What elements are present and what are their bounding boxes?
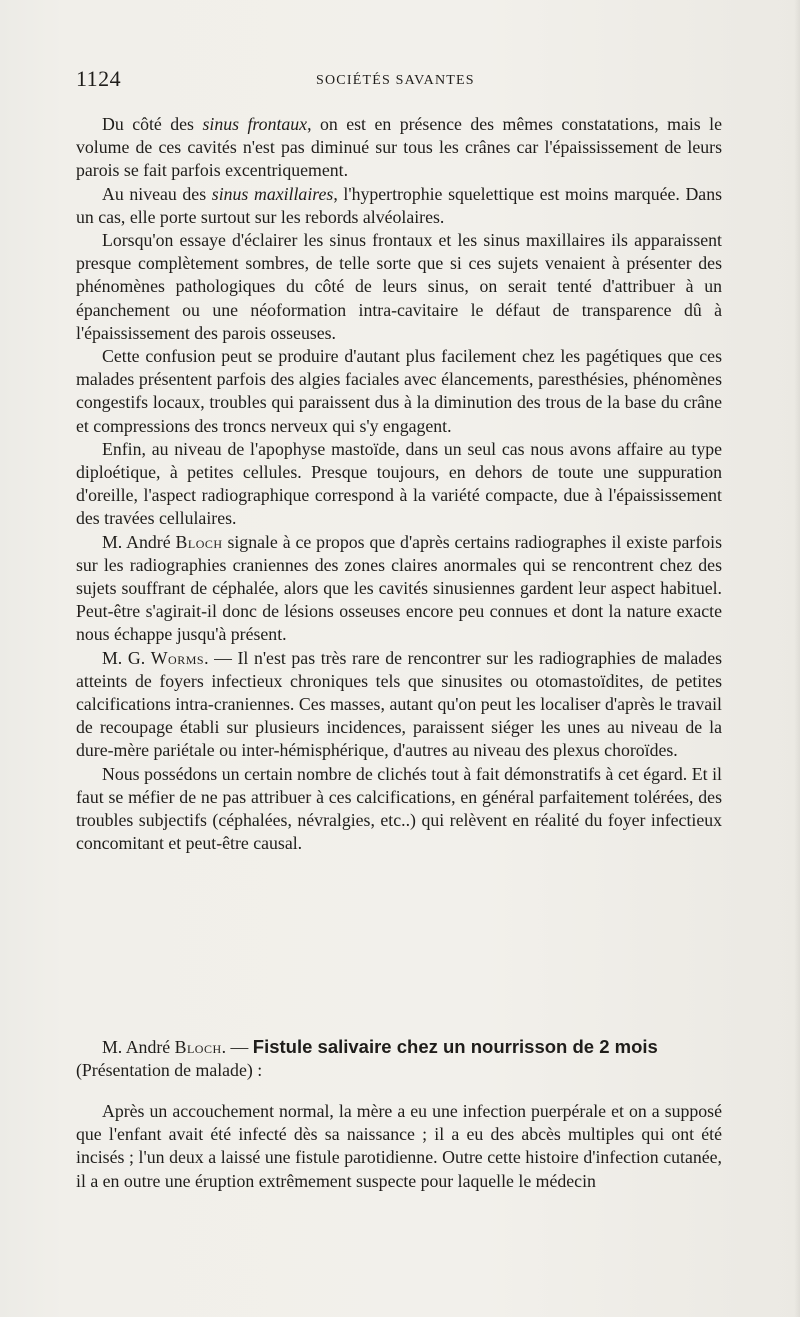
paragraph-text: . — Il n'est pas très rare de rencontrer sur les radiographies de malades atteints de foyers infectieux chroniques tels que sinusites ou otomastoïdites, de petites calcifications intra-craniennes. Ces masses, autant qu'on peut les localiser d'après le travail de recoupage établi sur plusieurs incidences, paraissent siéger les unes au niveau de la dure-mère pariétale ou inter-hémisphérique, d'autres au niveau des plexus choroïdes.	[76, 647, 723, 761]
paragraph-text: Du côté des	[102, 114, 203, 134]
speaker-prefix: M. André	[102, 1037, 175, 1057]
paragraph-sinus-frontaux	[76, 113, 722, 183]
section-title: Fistule salivaire chez un nourrisson de 2 mois	[252, 1036, 658, 1057]
running-title: SOCIÉTÉS SAVANTES	[316, 73, 475, 88]
page-number: 1124	[76, 66, 122, 91]
speaker-name: Worms	[150, 647, 205, 668]
paragraph-text: , on est en présence des mêmes constatations, mais le volume de ces cavités n'est pas diminué sur tous les crânes car l'épaississement de leurs parois se fait parfois excentriquement.	[76, 114, 722, 181]
paragraph-eclairage: Lorsqu'on essaye d'éclairer les sinus frontaux et les sinus maxillaires ils apparaissent presque complètement sombres, de telle sorte que si ces sujets venaient à présenter des phénomènes pathologiques du côté de leurs sinus, on serait tenté d'attribuer à un épanchement ou une néoformation intra-cavitaire le défaut de transparence dû à l'épaississement des parois osseuses.	[76, 230, 722, 343]
section-subtitle: (Présentation de malade) :	[76, 1060, 263, 1081]
article-body	[76, 113, 722, 856]
paragraph-confusion: Cette confusion peut se produire d'autant plus facilement chez les pagétiques que ces malades présentent parfois des algies faciales avec élancements, paresthésies, phénomènes congestifs locaux, troubles qui paraissent dus à la diminution des trous de la base du crâne et compressions des troncs nerveux qui s'y engagent.	[76, 346, 722, 436]
paragraph-accouchement: Après un accouchement normal, la mère a eu une infection puerpérale et on a supposé que l'enfant avait été infecté dès sa naissance ; il a eu des abcès multiples qui ont été incisés ; l'un deux a laissé une fistule parotidienne. Outre cette histoire d'infection cutanée, il a en outre une éruption extrêmement suspecte pour laquelle le médecin	[76, 1101, 722, 1191]
paragraph-text: signale à ce propos que d'après certains radiographes il existe parfois sur les radiographies craniennes des zones claires anormales qui se rencontrent chez des sujets souffrant de céphalée, alors que les cavités sinusiennes gardent leur aspect habituel. Peut-être s'agirait-il donc de lésions osseuses encore peu connues et dont la nature exacte nous échappe jusqu'à présent.	[76, 531, 722, 645]
paragraph-worms-remark	[76, 647, 722, 763]
page-header	[76, 66, 722, 94]
paragraph-text: Au niveau des	[102, 183, 212, 204]
paragraph-sinus-maxillaires	[76, 183, 722, 229]
speaker-prefix: M. André	[102, 531, 176, 552]
speaker-name: Bloch	[174, 1037, 222, 1057]
heading-dash: . —	[221, 1037, 253, 1057]
speaker-prefix: M. G.	[102, 647, 151, 668]
paragraph-mastoide: Enfin, au niveau de l'apophyse mastoïde, dans un seul cas nous avons affaire au type diploétique, à petites cellules. Presque toujours, en dehors de toute une suppuration d'oreille, l'aspect radiographique correspond à la variété compacte, due à l'épaississement des travées cellulaires.	[76, 438, 722, 529]
speaker-name: Bloch	[175, 531, 223, 552]
page-edge-shadow	[794, 0, 800, 1317]
emphasis-term: sinus frontaux	[202, 114, 308, 134]
paragraph-text: , l'hypertrophie squelettique est moins marquée. Dans un cas, elle porte surtout sur les rebords alvéolaires.	[76, 183, 722, 227]
emphasis-term: sinus maxillaires	[211, 183, 334, 204]
section-heading	[76, 1035, 722, 1082]
paragraph-bloch-remark	[76, 531, 722, 647]
section-body	[76, 1100, 722, 1193]
paragraph-cliches: Nous possédons un certain nombre de clichés tout à fait démonstratifs à cet égard. Et il faut se méfier de ne pas attribuer à ces calcifications, en général parfaitement tolérées, des troubles subjectifs (céphalées, névralgies, etc..) qui relèvent en réalité du foyer infectieux concomitant et peut-être causal.	[76, 763, 722, 854]
